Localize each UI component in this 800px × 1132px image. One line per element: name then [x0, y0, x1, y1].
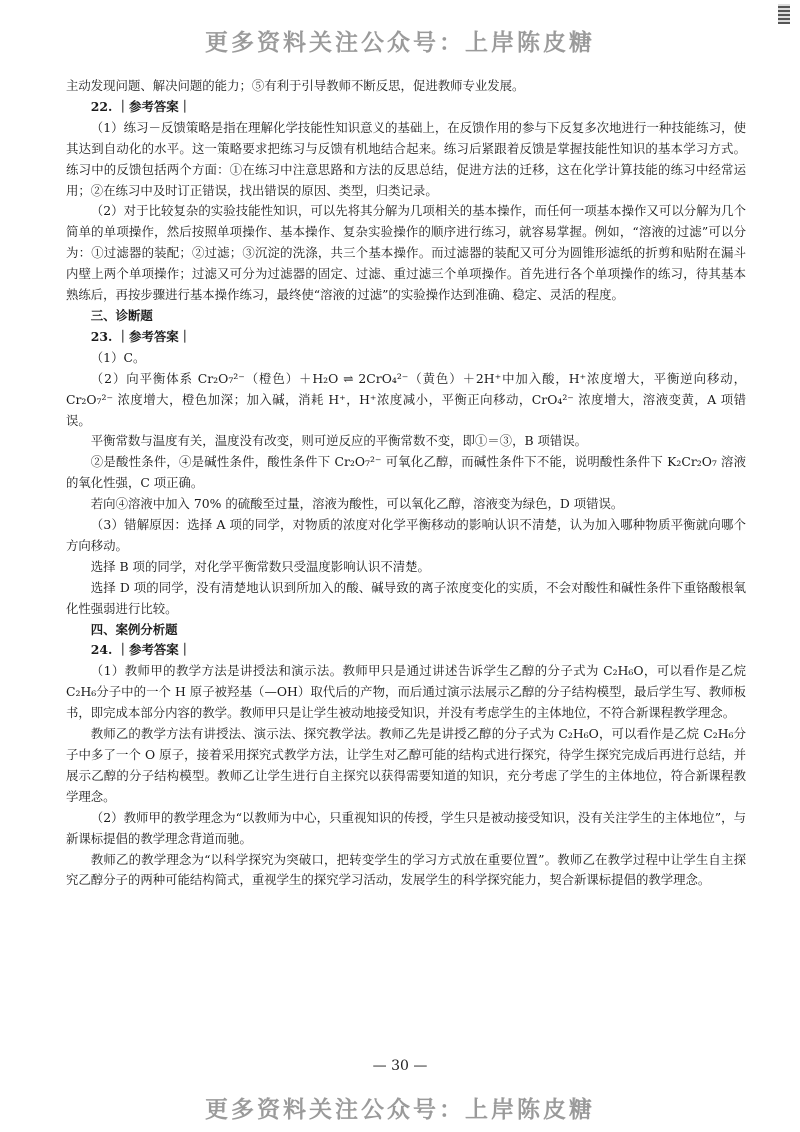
paragraph: （2）对于比较复杂的实验技能性知识，可以先将其分解为几项相关的基本操作，而任何一项基本操作又可以分解为几个简单的单项操作，然后按照单项操作、基本操作、复杂实验操作的顺序进行练习，就容易掌握。例如，“溶液的过滤”可以分为：①过滤器的装配；②过滤；③沉淀的洗涤，共三个基本操作。而过滤器的装配又可分为圆锥形滤纸的折剪和贴附在漏斗内壁上两个单项操作；过滤又可分为过滤器的固定、过滤、重过滤三个单项操作。首先进行各个单项操作的练习，待其基本熟练后，再按步骤进行基本操作练习，最终使“溶液的过滤”的实验操作达到准确、稳定、灵活的程度。	[66, 203, 746, 303]
paragraph: 选择 D 项的同学，没有清楚地认识到所加入的酸、碱导致的离子浓度变化的实质，不会对酸性和碱性条件下重铬酸根氧化性强弱进行比较。	[66, 579, 746, 616]
question-heading-24: 24. ｜参考答案｜	[90, 642, 192, 658]
section-heading-diagnosis: 三、诊断题	[90, 307, 153, 323]
paragraph: 教师乙的教学理念为“以科学探究为突破口，把转变学生的学习方式放在重要位置”。教师乙在教学过程中让学生自主探究乙醇分子的两种可能结构简式，重视学生的探究学习活动，发展学生的科学探究能力，契合新课标提倡的教学理念。	[66, 851, 746, 888]
question-heading-22: 22. ｜参考答案｜	[90, 98, 192, 114]
paragraph: 教师乙的教学方法有讲授法、演示法、探究教学法。教师乙先是讲授乙醇的分子式为 C₂H₆O，可以看作是乙烷 C₂H₆分子中多了一个 O 原子，接着采用探究式教学方法，让学生对乙醇可能的结构式进行探究，待学生探究完成后再进行总结，并展示乙醇的分子结构模型。教师乙让学生进行自主探究以获得需要知道的知识，充分考虑了学生的主体地位，符合新课程教学理念。	[66, 726, 746, 804]
section-heading-case-analysis: 四、案例分析题	[90, 621, 178, 637]
paragraph: （1）C。	[90, 349, 146, 365]
paragraph: 主动发现问题、解决问题的能力；⑤有利于引导教师不断反思，促进教师专业发展。	[66, 78, 525, 93]
paragraph: ②是酸性条件，④是碱性条件，酸性条件下 Cr₂O₇²⁻ 可氧化乙醇，而碱性条件下不能，说明酸性条件下 K₂Cr₂O₇ 溶液的氧化性强，C 项正确。	[66, 454, 746, 491]
watermark-banner-top: 更多资料关注公众号：上岸陈皮糖	[205, 30, 595, 56]
scan-edge-mark	[778, 4, 790, 24]
question-heading-23: 23. ｜参考答案｜	[90, 328, 192, 344]
page-number: — 30 —	[372, 1058, 428, 1074]
paragraph: （2）向平衡体系 Cr₂O₇²⁻（橙色）＋H₂O ⇌ 2CrO₄²⁻（黄色）＋2H⁺中加入酸，H⁺浓度增大，平衡逆向移动，Cr₂O₇²⁻ 浓度增大，橙色加深；加入碱，消耗 H⁺，H⁺浓度减小，平衡正向移动，CrO₄²⁻ 浓度增大，溶液变黄，A 项错误。	[66, 370, 746, 428]
paragraph: （1）练习－反馈策略是指在理解化学技能性知识意义的基础上，在反馈作用的参与下反复多次地进行一种技能练习，使其达到自动化的水平。这一策略要求把练习与反馈有机地结合起来。练习后紧跟着反馈是掌握技能性知识的基本学习方式。练习中的反馈包括两个方面：①在练习中注意思路和方法的反思总结，促进方法的迁移，这在化学计算技能的练习中经常运用；②在练习中及时订正错误，找出错误的原因、类型，归类记录。	[66, 119, 746, 198]
paragraph: （2）教师甲的教学理念为“以教师为中心，只重视知识的传授，学生只是被动接受知识，没有关注学生的主体地位”，与新课标提倡的教学理念背道而驰。	[66, 809, 746, 846]
paragraph: 若向④溶液中加入 70% 的硫酸至过量，溶液为酸性，可以氧化乙醇，溶液变为绿色，D 项错误。	[90, 496, 624, 512]
paragraph: （1）教师甲的教学方法是讲授法和演示法。教师甲只是通过讲述告诉学生乙醇的分子式为 C₂H₆O，可以看作是乙烷 C₂H₆分子中的一个 H 原子被羟基（—OH）取代后的产物，而后通过演示法展示乙醇的分子结构模型，最后学生写、教师板书，即完成本部分内容的教学。教师甲只是让学生被动地接受知识，并没有考虑学生的主体地位，不符合新课程教学理念。	[66, 663, 746, 721]
paragraph: （3）错解原因：选择 A 项的同学，对物质的浓度对化学平衡移动的影响认识不清楚，认为加入哪种物质平衡就向哪个方向移动。	[66, 517, 746, 553]
paragraph: 选择 B 项的同学，对化学平衡常数只受温度影响认识不清楚。	[90, 558, 430, 574]
watermark-banner-bottom: 更多资料关注公众号：上岸陈皮糖	[205, 1097, 595, 1123]
document-body	[66, 76, 746, 891]
paragraph: 平衡常数与温度有关，温度没有改变，则可逆反应的平衡常数不变，即①＝③，B 项错误。	[90, 433, 588, 449]
